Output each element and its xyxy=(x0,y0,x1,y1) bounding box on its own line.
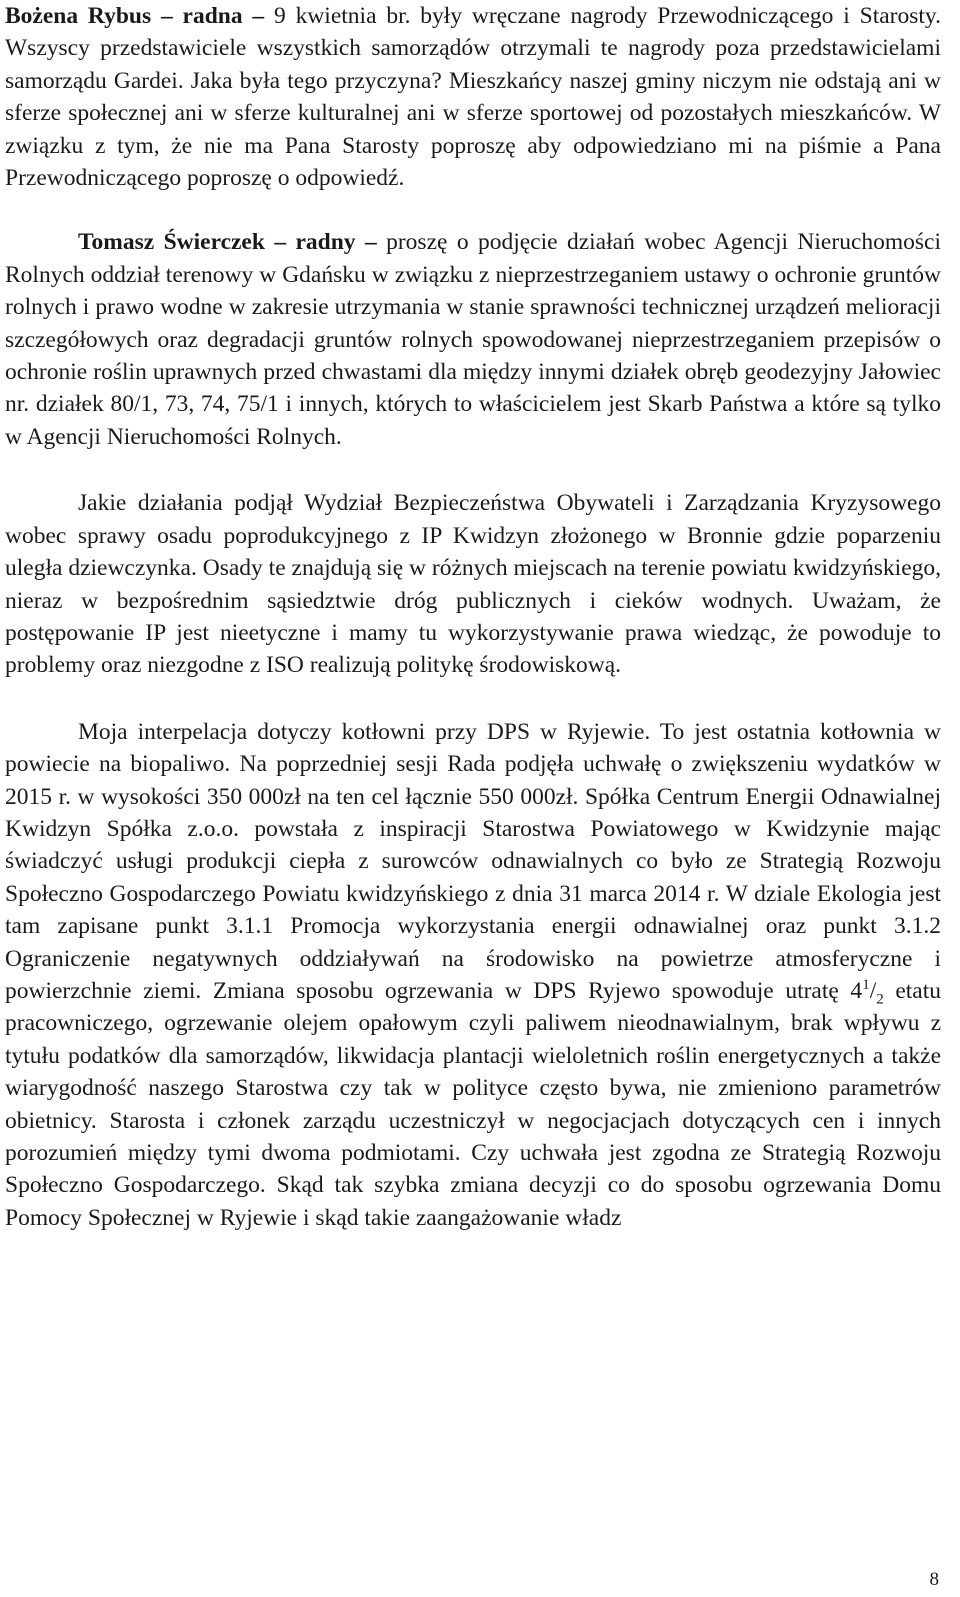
fraction-denominator: 2 xyxy=(876,991,884,1008)
document-page xyxy=(5,0,941,1234)
speaker-name: Bożena Rybus – radna – xyxy=(5,3,265,29)
paragraph-swierczek xyxy=(5,226,941,453)
fraction-numerator: 1 xyxy=(862,977,870,994)
paragraph-text: 9 kwietnia br. były wręczane nagrody Przewodniczącego i Starosty. Wszyscy przedstawiciele wszystkich samorządów otrzymali te nagrody poza przedstawicielami samorządu Gardei. Jaka była tego przyczyna? Mieszkańcy naszej gminy niczym nie odstają ani w sferze społecznej ani w sferze kulturalnej ani w sferze sportowej od pozostałych mieszkańców. W związku z tym, że nie ma Pana Starosty poproszę aby odpowiedziano mi na piśmie a Pana Przewodniczącego poproszę o odpowiedź. xyxy=(5,3,941,192)
paragraph-text: Jakie działania podjął Wydział Bezpieczeństwa Obywateli i Zarządzania Kryzysowego wobec sprawy osadu poprodukcyjnego z IP Kwidzyn złożonego w Bronnie gdzie poparzeniu uległa dziewczynka. Osady te znajdują się w różnych miejscach na terenie powiatu kwidzyńskiego, nieraz w bezpośrednim sąsiedztwie dróg publicznych i cieków wodnych. Uważam, że postępowanie IP jest nieetyczne i mamy tu wykorzystywanie prawa wiedząc, że powoduje to problemy oraz niezgodne z ISO realizują politykę środowiskową. xyxy=(5,490,941,679)
paragraph-ip-kwidzyn xyxy=(5,487,941,681)
paragraph-text: proszę o podjęcie działań wobec Agencji Nieruchomości Rolnych oddział terenowy w Gdańsku w związku z nieprzestrzeganiem ustawy o ochronie gruntów rolnych i prawo wodne w zakresie utrzymania w stanie sprawności technicznej urządzeń melioracji szczegółowych oraz degradacji gruntów rolnych spowodowanej nieprzestrzeganiem przepisów o ochronie roślin uprawnych przed chwastami dla między innymi działek obręb geodezyjny Jałowiec nr. działek 80/1, 73, 74, 75/1 i innych, których to właścicielem jest Skarb Państwa a które są tylko w Agencji Nieruchomości Rolnych. xyxy=(5,229,942,450)
speaker-name: Tomasz Świerczek – radny – xyxy=(78,229,377,256)
paragraph-text-before-fraction: Moja interpelacja dotyczy kotłowni przy DPS w Ryjewie. To jest ostatnia kotłownia w powiecie na biopaliwo. Na poprzedniej sesji Rada podjęła uchwałę o zwiększeniu wydatków w 2015 r. w wysokości 350 000zł na ten cel łącznie 550 000zł. Spółka Centrum Energii Odnawialnej Kwidzyn Spółka z.o.o. powstała z inspiracji Starostwa Powiatowego w Kwidzynie mając świadczyć usługi produkcji ciepła z surowców odnawialnych co było ze Strategią Rozwoju Społeczno Gospodarczego Powiatu kwidzyńskiego z dnia 31 marca 2014 r. W dziale Ekologia jest tam zapisane punkt 3.1.1 Promocja wykorzystania energii odnawialnej oraz punkt 3.1.2 Ograniczenie negatywnych oddziaływań na środowisko na powietrze atmosferyczne i powierzchnie ziemi. Zmiana sposobu ogrzewania w DPS Ryjewo spowoduje utratę 4 xyxy=(5,718,941,1004)
paragraph-text-after-fraction: etatu pracowniczego, ogrzewanie olejem opałowym czyli paliwem nieodnawialnym, brak wpływu z tytułu podatków dla samorządów, likwidacja plantacji wieloletnich roślin energetycznych a także wiarygodność naszego Starostwa czy tak w polityce często bywa, nie zmieniono parametrów obietnicy. Starosta i członek zarządu uczestniczył w negocjacjach dotyczących cen i innych porozumień między tymi dwoma podmiotami. Czy uchwała jest zgodna ze Strategią Rozwoju Społeczno Gospodarczego. Skąd tak szybka zmiana decyzji co do sposobu ogrzewania Domu Pomocy Społecznej w Ryjewie i skąd takie zaangażowanie władz xyxy=(5,977,941,1231)
paragraph-dps-ryjewo: Moja interpelacja dotyczy kotłowni przy DPS w Ryjewie. To jest ostatnia kotłownia w powiecie na biopaliwo. Na poprzedniej sesji Rada podjęła uchwałę o zwiększeniu wydatków w 2015 r. w wysokości 350 000zł na ten cel łącznie 550 000zł. Spółka Centrum Energii Odnawialnej Kwidzyn Spółka z.o.o. powstała z inspiracji Starostwa Powiatowego w Kwidzynie mając świadczyć usługi produkcji ciepła z surowców odnawialnych co było ze Strategią Rozwoju Społeczno Gospodarczego Powiatu kwidzyńskiego z dnia 31 marca 2014 r. W dziale Ekologia jest tam zapisane punkt 3.1.1 Promocja wykorzystania energii odnawialnej oraz punkt 3.1.2 Ograniczenie negatywnych oddziaływań na środowisko na powietrze atmosferyczne i powierzchnie ziemi. Zmiana sposobu ogrzewania w DPS Ryjewo spowoduje utratę $4^1/_2$ etatu pracowniczego, ogrzewanie olejem opałowym czyli paliwem nieodnawialnym, brak wpływu z tytułu podatków dla samorządów, likwidacja plantacji wieloletnich roślin energetycznych a także wiarygodność naszego Starostwa czy tak w polityce często bywa, nie zmieniono parametrów obietnicy. Starosta i członek zarządu uczestniczył w negocjacjach dotyczących cen i innych porozumień między tymi dwoma podmiotami. Czy uchwała jest zgodna ze Strategią Rozwoju Społeczno Gospodarczego. Skąd tak szybka zmiana decyzji co do sposobu ogrzewania Domu Pomocy Społecznej w Ryjewie i skąd takie zaangażowanie władz xyxy=(5,718,941,1231)
paragraph-rybus xyxy=(5,0,941,194)
page-number: 8 xyxy=(929,1569,939,1590)
